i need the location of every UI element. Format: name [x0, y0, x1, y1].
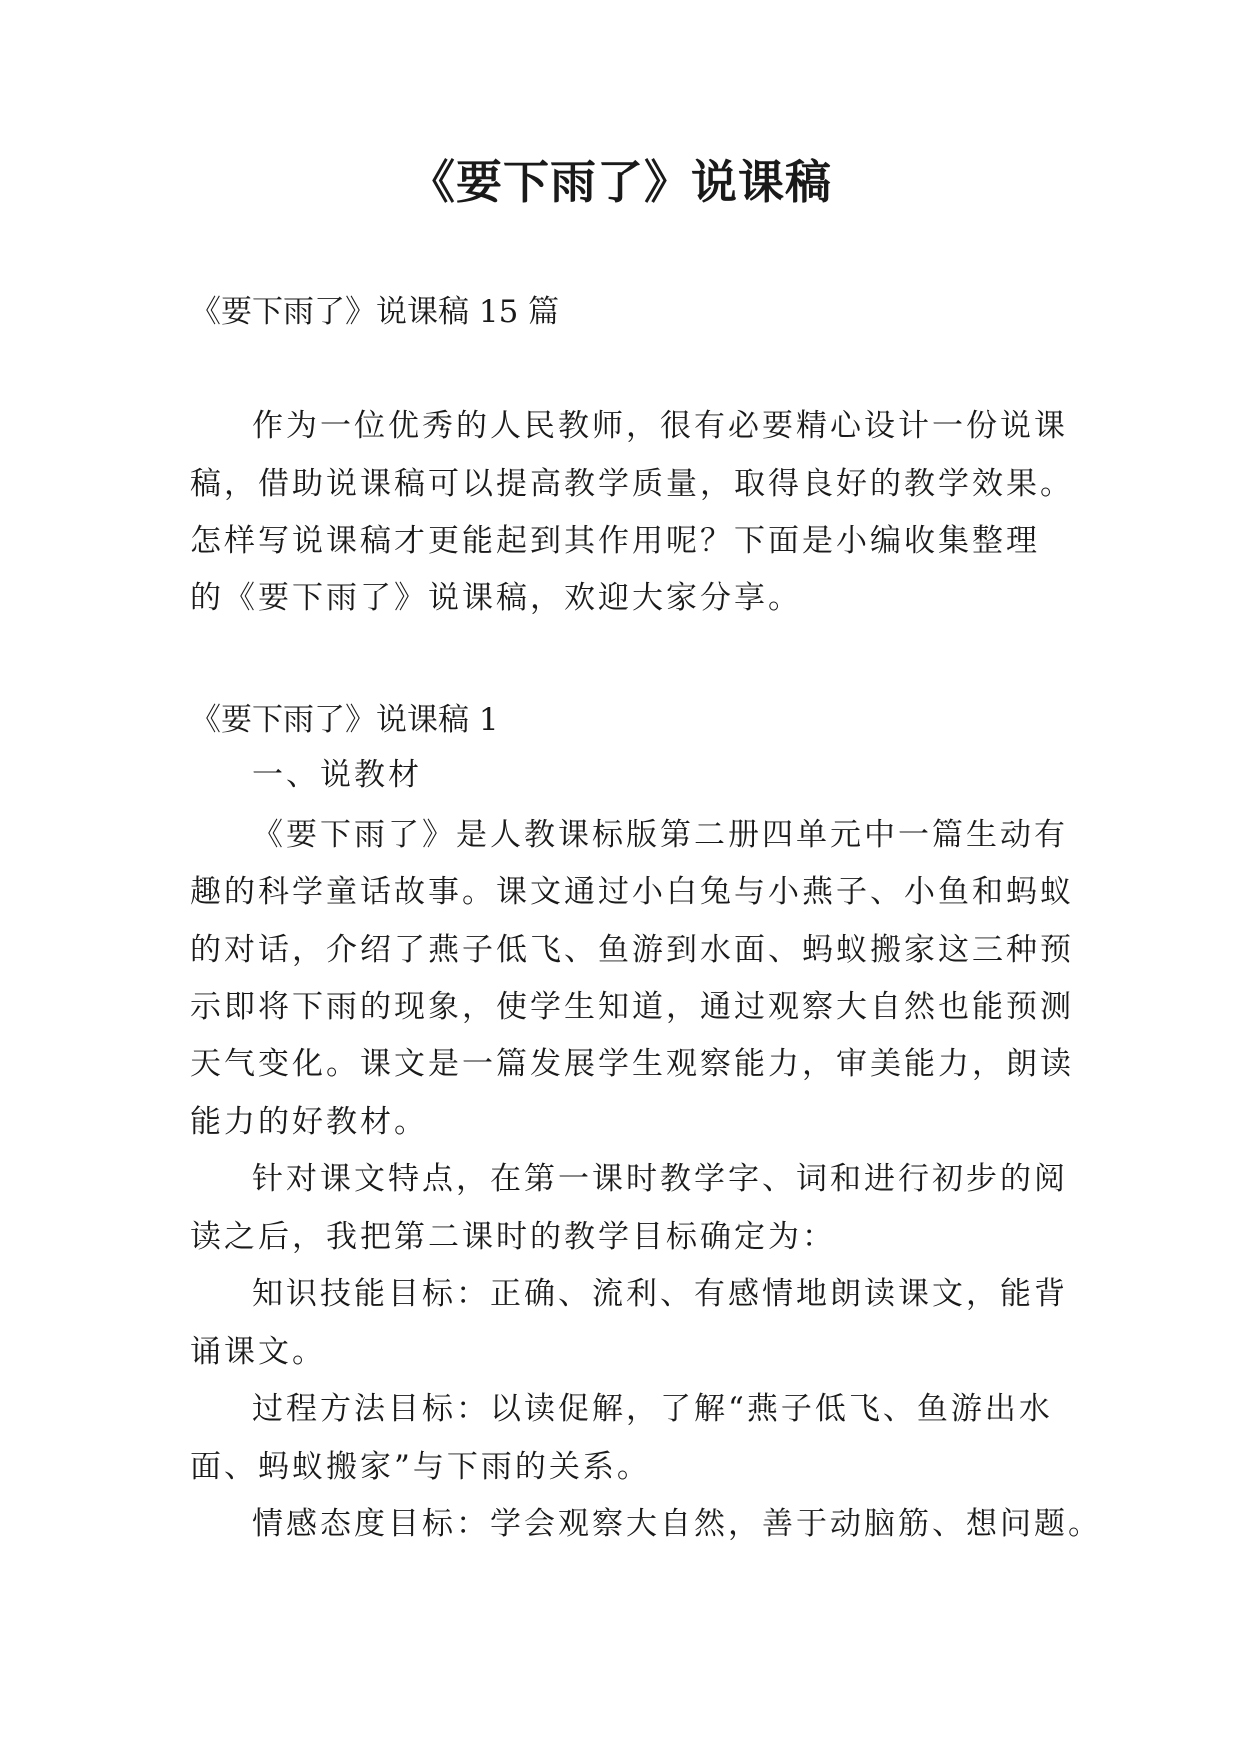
para1-line-5: 天气变化。课文是一篇发展学生观察能力，审美能力，朗读	[190, 1046, 1074, 1082]
para1-line-2: 趣的科学童话故事。课文通过小白兔与小燕子、小鱼和蚂蚁	[190, 874, 1074, 910]
para2-line-2: 读之后，我把第二课时的教学目标确定为：	[190, 1219, 836, 1255]
para1-line-4: 示即将下雨的现象，使学生知道，通过观察大自然也能预测	[190, 989, 1074, 1025]
intro-line-2: 稿，借助说课稿可以提高教学质量，取得良好的教学效果。	[190, 466, 1074, 502]
part-heading: 一、说教材	[252, 757, 422, 793]
para1-line-3: 的对话，介绍了燕子低飞、鱼游到水面、蚂蚁搬家这三种预	[190, 932, 1074, 968]
section-title: 《要下雨了》说课稿 1	[190, 702, 499, 738]
intro-line-3: 怎样写说课稿才更能起到其作用呢？下面是小编收集整理	[190, 523, 1040, 559]
goal-knowledge-line-2: 诵课文。	[190, 1334, 326, 1370]
goal-process-line-2: 面、蚂蚁搬家”与下雨的关系。	[190, 1449, 651, 1485]
para2-line-1: 针对课文特点，在第一课时教学字、词和进行初步的阅	[252, 1161, 1068, 1197]
para1-line-1: 《要下雨了》是人教课标版第二册四单元中一篇生动有	[252, 817, 1068, 853]
goal-process-line-1: 过程方法目标：以读促解，了解“燕子低飞、鱼游出水	[252, 1391, 1053, 1427]
document-title: 《要下雨了》说课稿	[409, 155, 832, 209]
intro-line-1: 作为一位优秀的人民教师，很有必要精心设计一份说课	[252, 408, 1068, 444]
intro-line-4: 的《要下雨了》说课稿，欢迎大家分享。	[190, 580, 802, 616]
para1-line-6: 能力的好教材。	[190, 1104, 428, 1140]
goal-knowledge-line-1: 知识技能目标：正确、流利、有感情地朗读课文，能背	[252, 1276, 1068, 1312]
document-subtitle: 《要下雨了》说课稿 15 篇	[190, 294, 560, 330]
goal-emotion-line: 情感态度目标：学会观察大自然，善于动脑筋、想问题。	[252, 1506, 1102, 1542]
